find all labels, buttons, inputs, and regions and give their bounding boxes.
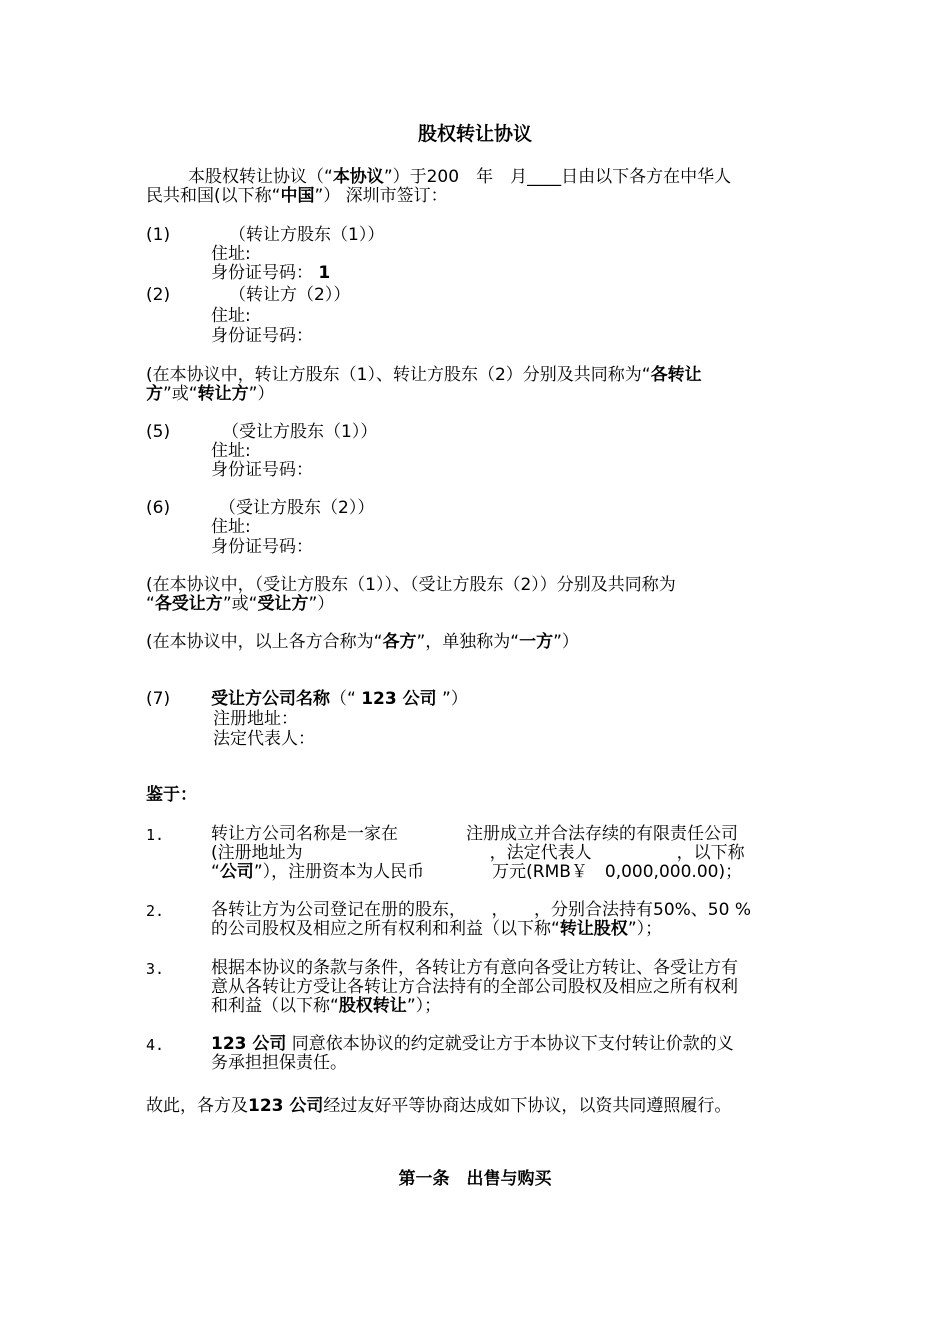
party-number: (2) (146, 285, 171, 305)
intro-text: 民共和国(以下称“ (146, 186, 281, 206)
clause-text: ”）； (406, 996, 442, 1016)
party-name: （受让方股东（1）） (222, 422, 378, 442)
intro-text: ”） 深圳市签订： (314, 186, 448, 206)
clause-term: 123 公司 (211, 1034, 287, 1054)
note-text: ”或“ (222, 594, 258, 614)
party-number: (5) (146, 422, 171, 442)
note-term: 方 (146, 384, 163, 404)
party-address: 住址: (211, 244, 251, 264)
party-id-label: 身份证号码： (211, 263, 313, 283)
party-id (211, 263, 330, 283)
note-text: (在本协议中，以上各方合称为“ (146, 632, 383, 652)
transferors-note-line-2 (146, 384, 274, 404)
note-term: 一方 (519, 632, 554, 652)
party-number: (6) (146, 498, 171, 518)
clause-text: ”），注册资本为人民币 万元(RMB￥ 0,000,000.00)； (253, 862, 743, 882)
party-address: 住址: (211, 517, 251, 537)
party-name: （转让方股东（1）） (229, 225, 385, 245)
clause-line: 务承担担保责任。 (211, 1053, 347, 1073)
company-name (211, 689, 468, 709)
intro-text: ”）于200 年 月____日由以下各方在中华人 (383, 167, 732, 187)
company-name-text: （“ (330, 689, 362, 709)
party-number: (7) (146, 689, 171, 709)
intro-text: 本股权转让协议（“ (188, 167, 333, 187)
note-term: 各方 (382, 632, 417, 652)
closing-statement (146, 1096, 731, 1116)
company-name-label: 受让方公司名称 (211, 689, 330, 709)
intro-line-1 (188, 167, 731, 187)
transferors-note-line-1 (146, 365, 702, 385)
clause-line: (注册地址为 ，法定代表人 ，以下称 (211, 843, 745, 863)
note-text: ”，单独称为“ (416, 632, 520, 652)
party-id: 身份证号码： (211, 460, 313, 480)
note-text: ”） (308, 594, 335, 614)
clause-text: “ (211, 862, 220, 882)
company-reg-address: 注册地址： (213, 709, 298, 729)
party-id: 身份证号码： (211, 537, 313, 557)
article-heading: 第一条 出售与购买 (398, 1169, 552, 1189)
clause-line (211, 1034, 734, 1054)
note-text: ”或“ (163, 384, 198, 404)
note-text: “ (146, 594, 155, 614)
closing-term: 123 公司 (248, 1096, 324, 1116)
party-id: 身份证号码： (211, 326, 313, 346)
clause-number: 3. (146, 960, 165, 978)
clause-number: 4. (146, 1036, 165, 1054)
parties-note (146, 632, 579, 652)
note-term: 受让方 (257, 594, 309, 614)
company-name-text: ”） (436, 689, 468, 709)
clause-term: 公司 (219, 862, 254, 882)
party-address: 住址: (211, 306, 251, 326)
whereas-heading: 鉴于： (146, 785, 197, 805)
note-term: 各受让方 (154, 594, 223, 614)
clause-line (211, 862, 742, 882)
transferees-note-line-2 (146, 594, 334, 614)
party-name: （受让方股东（2）） (219, 498, 375, 518)
intro-term-china: 中国 (280, 186, 315, 206)
closing-text: 经过友好平等协商达成如下协议，以资共同遵照履行。 (323, 1096, 732, 1116)
document-title: 股权转让协议 (417, 123, 532, 145)
clause-line: 意从各转让方受让各转让方合法持有的全部公司股权及相应之所有权利 (211, 977, 738, 997)
closing-text: 故此，各方及 (146, 1096, 248, 1116)
party-id-value: 1 (318, 263, 331, 283)
clause-number: 2. (146, 902, 165, 920)
note-term: 各转让 (650, 365, 702, 385)
clause-line: 各转让方为公司登记在册的股东， ， ，分别合法持有50%、50 % (211, 900, 751, 920)
company-legal-rep: 法定代表人： (213, 729, 315, 749)
note-text: ”） (248, 384, 275, 404)
clause-text: ”）； (627, 919, 663, 939)
party-number: (1) (146, 225, 171, 245)
clause-line (211, 919, 662, 939)
intro-term-agreement: 本协议 (332, 167, 384, 187)
clause-text: 同意依本协议的约定就受让方于本协议下支付转让价款的义 (286, 1034, 734, 1054)
clause-number: 1. (146, 826, 165, 844)
clause-text: 和利益（以下称“ (211, 996, 339, 1016)
clause-term: 股权转让 (338, 996, 407, 1016)
clause-line: 转让方公司名称是一家在 注册成立并合法存续的有限责任公司 (211, 824, 738, 844)
clause-text: 的公司股权及相应之所有权利和利益（以下称“ (211, 919, 560, 939)
clause-term: 转让股权 (559, 919, 628, 939)
party-name: （转让方（2）） (229, 285, 351, 305)
note-text: ”） (553, 632, 579, 652)
note-text: (在本协议中，转让方股东（1）、转让方股东（2）分别及共同称为“ (146, 365, 651, 385)
party-address: 住址: (211, 441, 251, 461)
clause-line: 根据本协议的条款与条件，各转让方有意向各受让方转让、各受让方有 (211, 958, 738, 978)
transferees-note-line-1: (在本协议中，（受让方股东（1））、（受让方股东（2））分别及共同称为 (146, 575, 676, 595)
intro-line-2 (146, 186, 448, 206)
company-name-value: 123 公司 (361, 689, 437, 709)
clause-line (211, 996, 441, 1016)
note-term: 转让方 (197, 384, 249, 404)
